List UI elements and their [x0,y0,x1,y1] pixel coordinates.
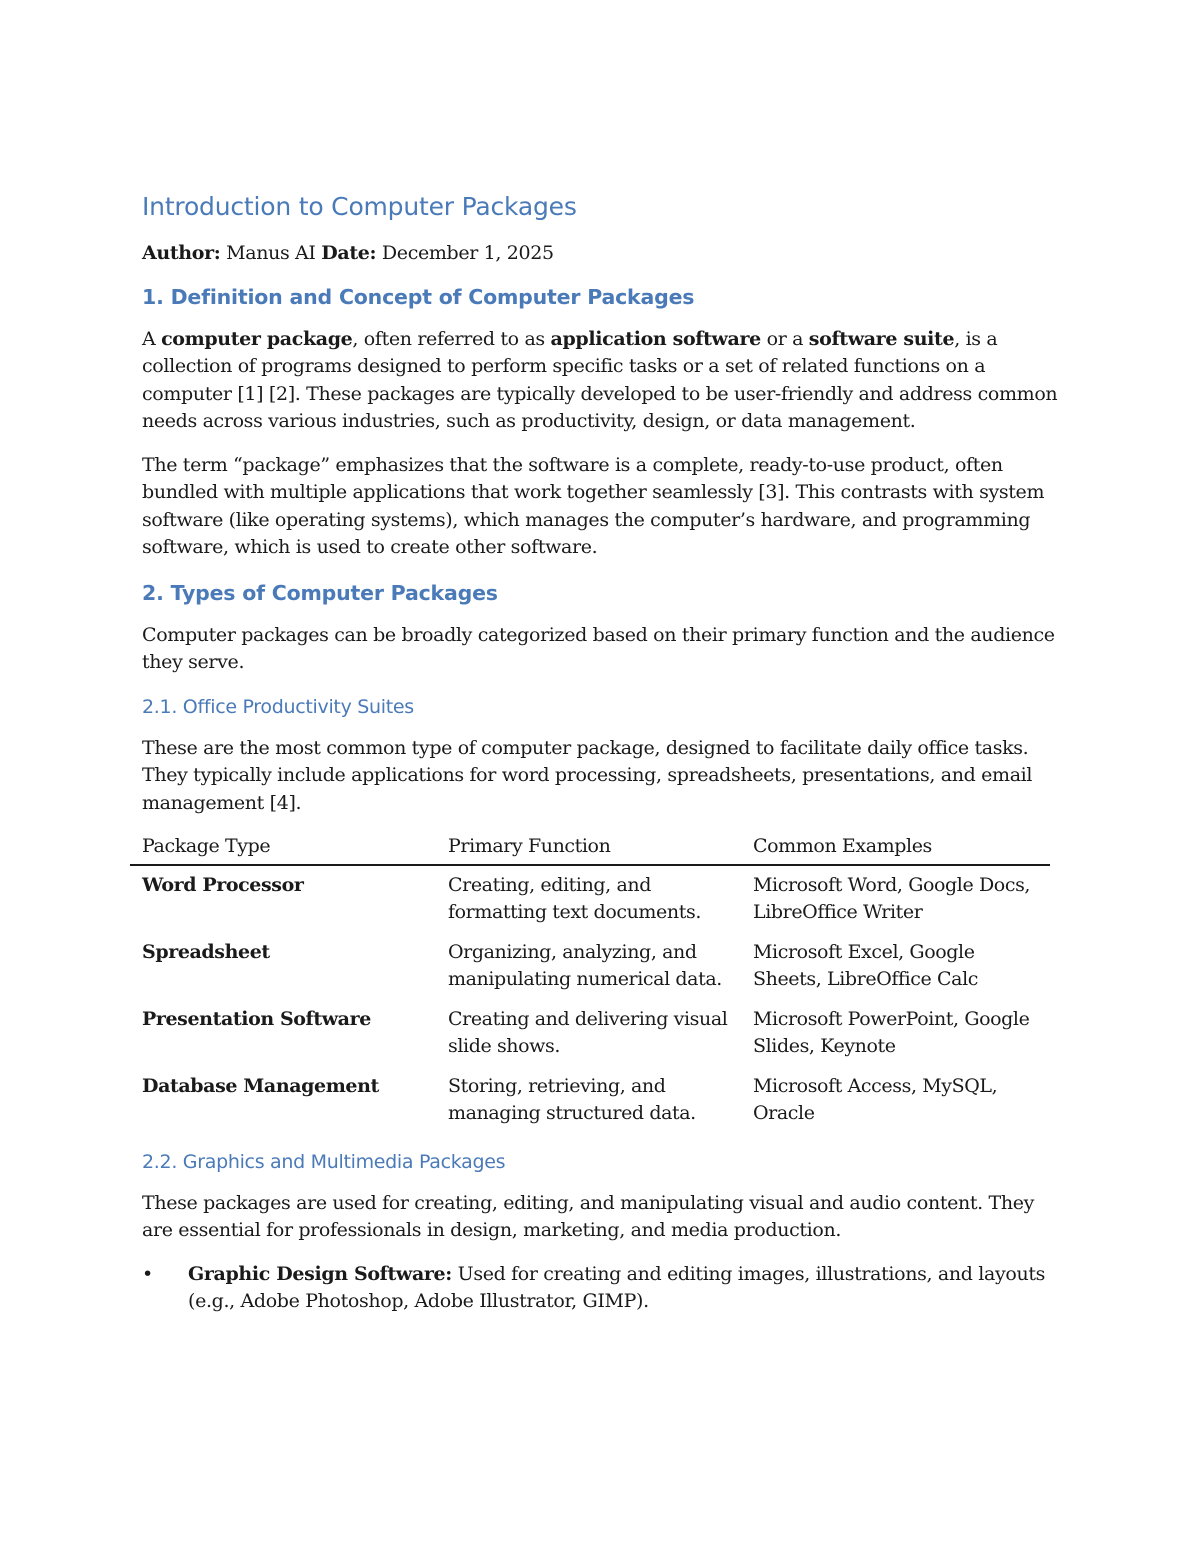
date-value: December 1, 2025 [381,242,554,264]
term-software-suite: software suite [808,327,955,350]
table-cell: Microsoft Access, MySQL, Oracle [753,1074,998,1124]
term-computer-package: computer package [161,327,353,350]
document-title: Introduction to Computer Packages [142,192,577,221]
text-run: , often referred to as [352,327,551,350]
author-date-line [142,240,1062,268]
table-header-cell: Primary Function [436,833,741,865]
table-header-row [130,833,1050,865]
table-header-cell: Common Examples [741,833,1050,865]
author-label: Author: [142,242,221,264]
section-1-heading: 1. Definition and Concept of Computer Packages [142,284,695,309]
subsection-2-1-text: These are the most common type of computer package, designed to facilitate daily office tasks. They typically include applications for word processing, spreadsheets, presentations, and email management [4]. [142,736,1033,814]
table-cell: Word Processor [142,873,304,896]
author-value: Manus AI [226,242,316,264]
table-cell: Creating and delivering visual slide shows. [448,1007,728,1057]
list-item-text: Used for creating and editing images, illustrations, and layouts (e.g., Adobe Photoshop, Adobe Illustrator, GIMP). [188,1262,1046,1312]
document-page [142,190,1062,1316]
table-cell: Presentation Software [142,1007,371,1030]
bullet-list [142,1261,1062,1316]
table-cell: Microsoft Excel, Google Sheets, LibreOffice Calc [753,940,979,990]
subsection-2-1-heading: 2.1. Office Productivity Suites [142,695,414,718]
section-1-paragraph-1 [142,326,1062,436]
date-label: Date: [321,242,377,264]
table-cell: Organizing, analyzing, and manipulating numerical data. [448,940,722,990]
table-cell: Microsoft PowerPoint, Google Slides, Keynote [753,1007,1030,1057]
text-run: or a [760,327,809,350]
text-run: , is a collection of programs designed to perform specific tasks or a set of related functions on a computer [1] [2]. These packages are typically developed to be user-friendly and address common needs across various industries, such as productivity, design, or data management. [142,327,1058,432]
table-cell: Creating, editing, and formatting text documents. [448,873,701,923]
table-cell: Database Management [142,1074,379,1097]
subsection-2-2-heading: 2.2. Graphics and Multimedia Packages [142,1150,506,1173]
subsection-2-2-text: These packages are used for creating, editing, and manipulating visual and audio content. They are essential for professionals in design, marketing, and media production. [142,1191,1035,1241]
list-item [142,1261,1062,1316]
bullet-icon: • [142,1262,153,1285]
list-item-label: Graphic Design Software: [188,1262,452,1285]
table-row [130,865,1050,933]
table-cell: Storing, retrieving, and managing structured data. [448,1074,696,1124]
term-application-software: application software [550,327,761,350]
table-row [130,933,1050,1000]
table-header-cell: Package Type [130,833,436,865]
text-run: A [142,327,162,350]
table-row [130,1000,1050,1067]
section-2-heading: 2. Types of Computer Packages [142,580,498,605]
table-cell: Microsoft Word, Google Docs, LibreOffice Writer [753,873,1031,923]
package-types-table [130,833,1050,1134]
table-row [130,1067,1050,1134]
section-1-paragraph-2: The term “package” emphasizes that the software is a complete, ready-to-use product, often bundled with multiple applications that work together seamlessly [3]. This contrasts with system software (like operating systems), which manages the computer’s hardware, and programming software, which is used to create other software. [142,453,1045,558]
table-cell: Spreadsheet [142,940,270,963]
section-2-intro: Computer packages can be broadly categorized based on their primary function and the audience they serve. [142,623,1055,673]
